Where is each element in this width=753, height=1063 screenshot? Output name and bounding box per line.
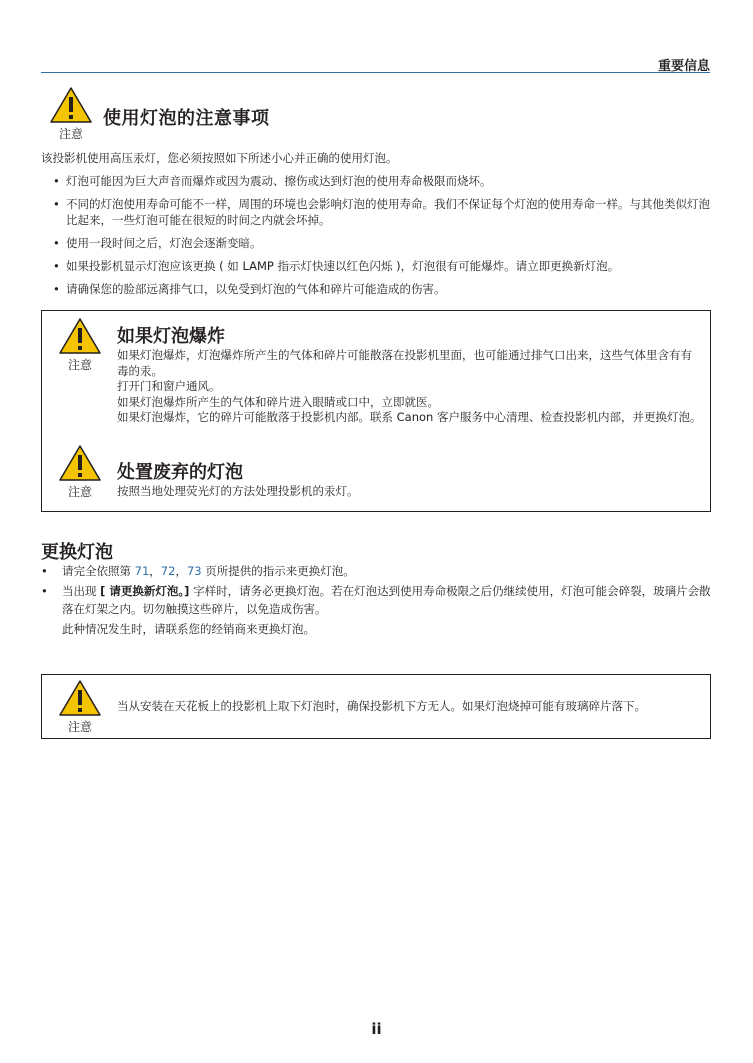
warning-sign (56, 317, 104, 373)
explosion-line: 如果灯泡爆炸，它的碎片可能散落于投影机内部。联系 Canon 客户服务中心清理、检查投影机内部，并更换灯泡。 (117, 410, 702, 424)
warning-label: 注意 (67, 720, 92, 734)
replace-lamp-list (41, 562, 711, 638)
explosion-line: 如果灯泡爆炸所产生的气体和碎片进入眼睛或口中，立即就医。 (117, 394, 439, 409)
explosion-line: 如果灯泡爆炸，灯泡爆炸所产生的气体和碎片可能散落在投影机里面，也可能通过排气口出来，这些气体里含有有毒的汞。 (117, 348, 692, 378)
page-link-73[interactable]: 73 (186, 564, 202, 578)
section-intro: 该投影机使用高压汞灯，您必须按照如下所述小心并正确的使用灯泡。 (41, 151, 398, 165)
box-title-disposal: 处置废弃的灯泡 (117, 462, 243, 483)
ceiling-mount-box (41, 674, 711, 739)
lamp-explosion-box (41, 310, 711, 512)
warning-triangle-icon (49, 86, 93, 124)
list-item: • 当出现 [ 请更换新灯泡。] 字样时，请务必更换灯泡。若在灯泡达到使用寿命极限之后仍继续使用，灯泡可能会碎裂，玻璃片会散落在灯架之内。切勿触摸这些碎片，以免造成伤害。 此种情况发生时，请联系您的经销商来更换灯泡。 (41, 582, 711, 638)
warning-label: 注意 (67, 485, 92, 499)
explosion-text (117, 348, 702, 426)
warning-label: 注意 (67, 358, 92, 372)
list-item: • 请确保您的脸部远离排气口，以免受到灯泡的气体和碎片可能造成的伤害。 (53, 281, 710, 297)
warning-triangle-icon (58, 317, 102, 355)
ceiling-mount-text: 当从安装在天花板上的投影机上取下灯泡时，确保投影机下方无人。如果灯泡烧掉可能有玻璃碎片落下。 (117, 699, 646, 713)
warning-sign (56, 444, 104, 500)
box-title-explosion: 如果灯泡爆炸 (117, 326, 225, 347)
list-item: • 请完全依照第 71，72，73 页所提供的指示来更换灯泡。 (41, 562, 711, 580)
warning-sign (47, 86, 95, 142)
explosion-line: 打开门和窗户通风。 (117, 379, 221, 393)
list-item: • 使用一段时间之后，灯泡会逐渐变暗。 (53, 235, 710, 251)
page-link-72[interactable]: 72 (160, 564, 176, 578)
disposal-text: 按照当地处理荧光灯的方法处理投影机的汞灯。 (117, 484, 359, 498)
warning-label: 注意 (58, 127, 83, 141)
list-item-note: 此种情况发生时，请联系您的经销商来更换灯泡。 (62, 622, 315, 636)
list-item: • 不同的灯泡使用寿命可能不一样，周围的环境也会影响灯泡的使用寿命。我们不保证每个灯泡的使用寿命一样。与其他类似灯泡比起来，一些灯泡可能在很短的时间之内就会坏掉。 (53, 196, 710, 228)
page-link-71[interactable]: 71 (134, 564, 150, 578)
warning-triangle-icon (58, 444, 102, 482)
lamp-message: [ 请更换新灯泡。] (100, 584, 190, 598)
warning-triangle-icon (58, 679, 102, 717)
section-title-replace-lamp: 更换灯泡 (41, 542, 113, 563)
list-item: • 如果投影机显示灯泡应该更换 ( 如 LAMP 指示灯快速以红色闪烁 )，灯泡很有可能爆炸。请立即更换新灯泡。 (53, 258, 710, 274)
section-title-lamp-precautions: 使用灯泡的注意事项 (103, 108, 270, 129)
page-header-title: 重要信息 (657, 59, 710, 74)
page-number: ii (371, 1020, 382, 1038)
warning-sign (56, 679, 104, 735)
precautions-list (53, 173, 710, 297)
header-rule (41, 72, 710, 73)
list-item: • 灯泡可能因为巨大声音而爆炸或因为震动、擦伤或达到灯泡的使用寿命极限而烧坏。 (53, 173, 710, 189)
